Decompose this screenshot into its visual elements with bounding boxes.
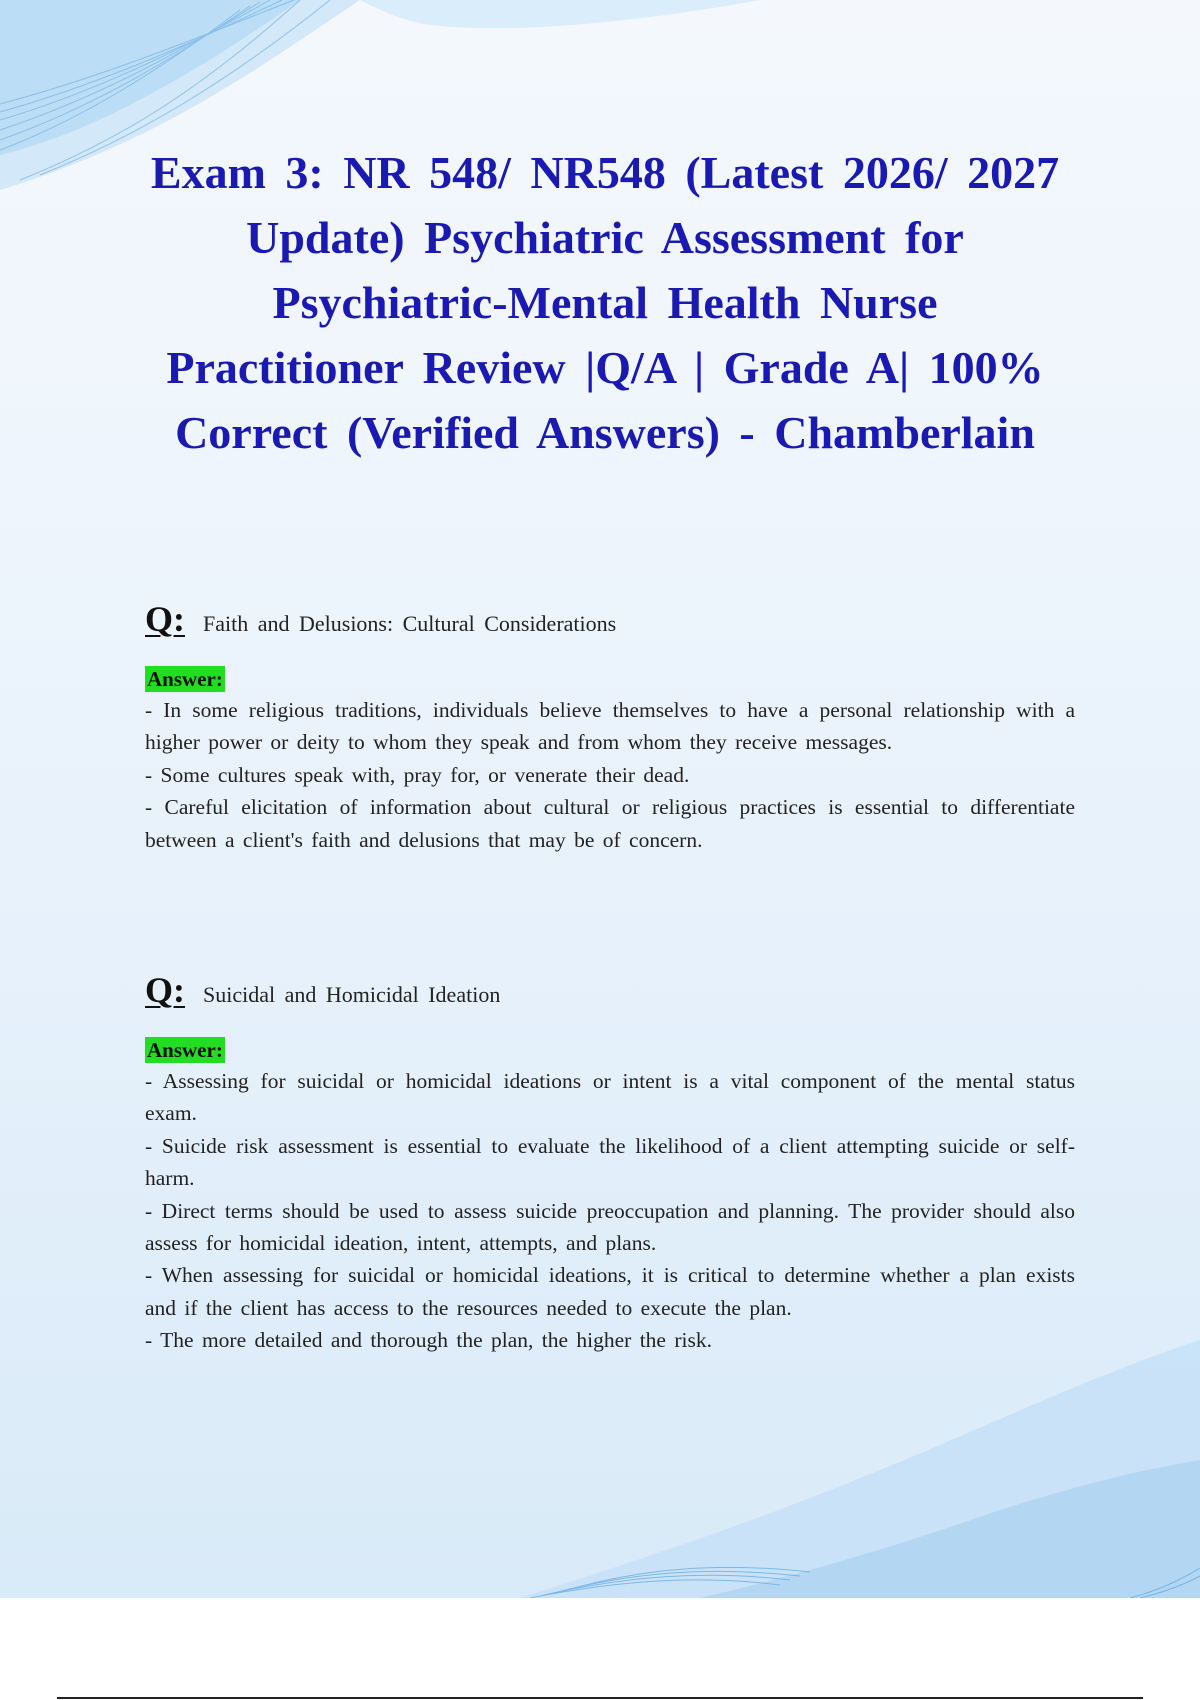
answer-label: Answer: (147, 667, 223, 691)
answer-body (145, 1065, 1075, 1357)
question-text: Suicidal and Homicidal Ideation (203, 982, 501, 1007)
question-marker: Q: (145, 970, 185, 1010)
answer-line: - Direct terms should be used to assess suicide preoccupation and planning. The provider should also assess for homicidal ideation, intent, attempts, and plans. (145, 1198, 1075, 1256)
answer-body (145, 694, 1075, 856)
qa-block-1 (145, 598, 1075, 856)
answer-line: - Assessing for suicidal or homicidal ideations or intent is a vital component of the mental status exam. (145, 1069, 1075, 1126)
question-row (145, 598, 1075, 640)
answer-line: - When assessing for suicidal or homicidal ideations, it is critical to determine whether a plan exists and if the client has access to the resources needed to execute the plan. (145, 1263, 1075, 1320)
answer-line: - Careful elicitation of information about cultural or religious practices is essential to differentiate between a client's faith and delusions that may be of concern. (145, 795, 1075, 852)
qa-block-2 (145, 969, 1075, 1357)
question-marker: Q: (145, 599, 185, 639)
answer-line: - In some religious traditions, individuals believe themselves to have a personal relationship with a higher power or deity to whom they speak and from whom they receive messages. (145, 698, 1075, 755)
answer-label: Answer: (147, 1038, 223, 1062)
question-row (145, 969, 1075, 1011)
question-text: Faith and Delusions: Cultural Considerations (203, 611, 617, 636)
footer-divider (57, 1697, 1143, 1699)
document-title: Exam 3: NR 548/ NR548 (Latest 2026/ 2027 Update) Psychiatric Assessment for Psychiatric-Mental Health Nurse Practitioner Review |Q/A | Grade A| 100% Correct (Verified Answers) - Chamberlain (150, 147, 1060, 458)
answer-line: - The more detailed and thorough the plan, the higher the risk. (145, 1328, 712, 1353)
answer-line: - Some cultures speak with, pray for, or venerate their dead. (145, 762, 690, 787)
answer-line: - Suicide risk assessment is essential to evaluate the likelihood of a client attempting suicide or self-harm. (145, 1133, 1075, 1191)
page-footer-area (0, 1598, 1200, 1700)
